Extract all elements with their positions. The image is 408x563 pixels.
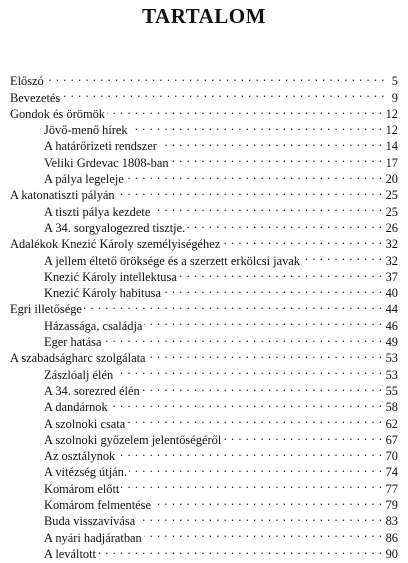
- toc-entry-page-number: 12: [385, 123, 398, 138]
- toc-entry-title: A 34. sorgyalogezred tisztje.: [44, 220, 186, 235]
- dot-leader: [117, 183, 383, 199]
- toc-entry-page-number: 9: [391, 90, 398, 105]
- toc-entry-title: Gondok és örömök: [10, 106, 105, 121]
- toc-entry-page-number: 53: [385, 351, 398, 366]
- toc-entry-page-number: 46: [385, 318, 398, 333]
- toc-entry-page-number: 14: [385, 139, 398, 154]
- dot-leader: [153, 493, 383, 509]
- toc-entry-page-number: 83: [385, 514, 398, 529]
- dot-leader: [223, 428, 382, 444]
- toc-chapter-entry: [10, 102, 398, 121]
- toc-entry-page-number: 90: [385, 546, 398, 561]
- toc-entry-page-number: 5: [391, 74, 398, 89]
- toc-entry-page-number: 32: [385, 253, 398, 268]
- toc-entry-page-number: 49: [385, 335, 398, 350]
- toc-entry-title: Eger hatása: [44, 335, 102, 350]
- toc-entry-title: A jellem éltető öröksége és a szerzett erkölcsi javak: [44, 253, 300, 268]
- dot-leader: [152, 199, 382, 215]
- toc-entry-title: Veliki Grdevac 1808-ban: [44, 155, 169, 170]
- toc-entry-page-number: 25: [385, 204, 398, 219]
- toc-entry-title: A szolnoki győzelem jelentőségéről: [44, 432, 222, 447]
- toc-entry-title: A vitézség útján.: [44, 465, 127, 480]
- dot-leader: [302, 248, 383, 264]
- dot-leader: [126, 167, 383, 183]
- toc-entry-page-number: 86: [385, 530, 398, 545]
- toc-entry-title: Knezić Károly intellektusa: [44, 269, 177, 284]
- toc-entry-title: A dandárnok: [44, 400, 108, 415]
- dot-leader: [187, 216, 382, 232]
- table-of-contents: [10, 69, 398, 561]
- dot-leader: [137, 509, 382, 525]
- page-title: TARTALOM: [142, 4, 266, 28]
- dot-leader: [46, 69, 385, 85]
- toc-entry-page-number: 40: [385, 286, 398, 301]
- toc-entry-title: Az osztálynok: [44, 449, 116, 464]
- dot-leader: [98, 542, 383, 558]
- toc-entry-title: A határőrizeti rendszer: [44, 139, 157, 154]
- toc-entry-page-number: 77: [385, 481, 398, 496]
- toc-entry-title: A tiszti pálya kezdete: [44, 204, 151, 219]
- toc-entry-title: Komárom felmentése: [44, 498, 152, 513]
- dot-leader: [179, 265, 383, 281]
- toc-entry-page-number: 32: [385, 237, 398, 252]
- dot-leader: [62, 85, 385, 101]
- dot-leader: [159, 134, 383, 150]
- toc-entry-page-number: 20: [385, 172, 398, 187]
- toc-entry-page-number: 62: [385, 416, 398, 431]
- dot-leader: [163, 281, 383, 297]
- toc-entry-title: A szolnoki csata: [44, 416, 126, 431]
- toc-entry-page-number: 44: [385, 302, 398, 317]
- toc-entry-title: A katonatiszti pályán: [10, 188, 115, 203]
- toc-entry-title: Házassága, családja: [44, 318, 143, 333]
- toc-entry-page-number: 17: [385, 155, 398, 170]
- dot-leader: [148, 346, 383, 362]
- dot-leader: [103, 330, 382, 346]
- toc-entry-page-number: 55: [385, 383, 398, 398]
- dot-leader: [84, 297, 383, 313]
- dot-leader: [115, 362, 382, 378]
- toc-entry-title: A pálya legeleje: [44, 172, 124, 187]
- toc-entry-page-number: 58: [385, 400, 398, 415]
- toc-entry-page-number: 26: [385, 220, 398, 235]
- toc-entry-title: Egri illetősége: [10, 302, 82, 317]
- toc-entry-title: A nyári hadjáratban: [44, 530, 142, 545]
- toc-entry-page-number: 53: [385, 367, 398, 382]
- toc-entry-title: Zászlóalj élén: [44, 367, 114, 382]
- dot-leader: [121, 476, 382, 492]
- toc-chapter-entry: [10, 85, 398, 105]
- dot-leader: [127, 411, 382, 427]
- dot-leader: [107, 102, 383, 118]
- dot-leader: [129, 460, 383, 476]
- toc-entry-title: Bevezetés: [10, 90, 61, 105]
- toc-entry-title: Jövő-menő hírek: [44, 123, 128, 138]
- toc-entry-title: Komárom előtt: [44, 481, 120, 496]
- toc-entry-title: Előszó: [10, 74, 44, 89]
- dot-leader: [222, 232, 382, 248]
- toc-entry-title: A szabadságharc szolgálata: [10, 351, 146, 366]
- toc-entry-page-number: 12: [385, 106, 398, 121]
- dot-leader: [144, 525, 383, 541]
- dot-leader: [117, 444, 382, 460]
- toc-entry-title: Adalékok Knezić Károly személyiségéhez: [10, 237, 221, 252]
- toc-entry-title: A leváltott: [44, 546, 96, 561]
- dot-leader: [171, 150, 383, 166]
- toc-entry-title: Knezić Károly habitusa: [44, 286, 161, 301]
- toc-entry-page-number: 79: [385, 498, 398, 513]
- dot-leader: [110, 395, 383, 411]
- toc-entry-page-number: 74: [385, 465, 398, 480]
- toc-entry-page-number: 25: [385, 188, 398, 203]
- toc-entry-page-number: 37: [385, 269, 398, 284]
- toc-entry-title: A 34. sorezred élén: [44, 383, 140, 398]
- toc-entry-title: Buda visszavívása: [44, 514, 136, 529]
- toc-entry-page-number: 70: [385, 449, 398, 464]
- toc-chapter-entry: [10, 69, 398, 89]
- dot-leader: [142, 379, 383, 395]
- dot-leader: [130, 118, 383, 134]
- toc-entry-page-number: 67: [385, 432, 398, 447]
- dot-leader: [144, 313, 382, 329]
